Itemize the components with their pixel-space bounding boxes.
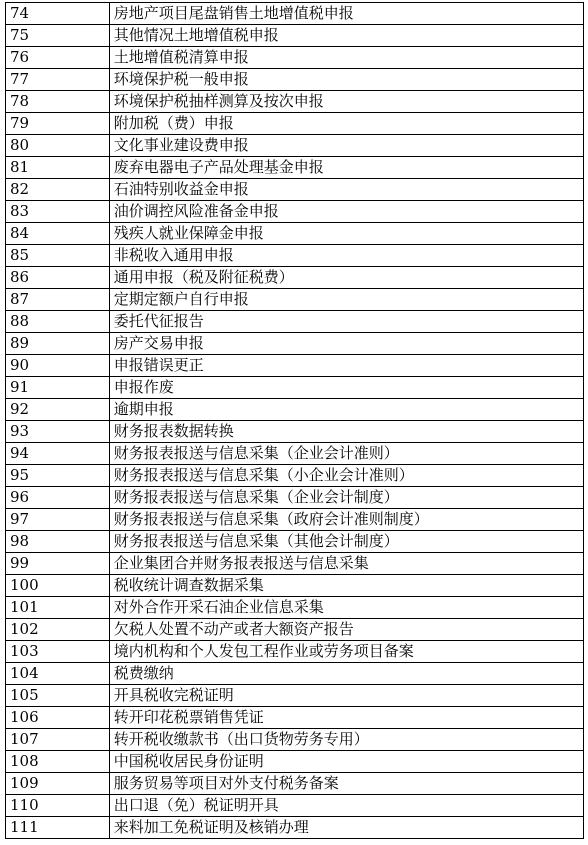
table-row: [6, 619, 584, 641]
item-name-cell: 财务报表报送与信息采集（政府会计准则制度）: [109, 509, 583, 531]
row-number-cell: 104: [6, 663, 110, 685]
table-row: [6, 113, 584, 135]
item-name-cell: 中国税收居民身份证明: [109, 751, 583, 773]
table-row: [6, 707, 584, 729]
row-number-cell: 80: [6, 135, 110, 157]
row-number-cell: 87: [6, 289, 110, 311]
item-name-cell: 申报错误更正: [109, 355, 583, 377]
table-row: [6, 289, 584, 311]
row-number-cell: 96: [6, 487, 110, 509]
row-number-cell: 93: [6, 421, 110, 443]
row-number-cell: 102: [6, 619, 110, 641]
item-name-cell: 石油特别收益金申报: [109, 179, 583, 201]
table-row: [6, 773, 584, 795]
row-number-cell: 79: [6, 113, 110, 135]
row-number-cell: 95: [6, 465, 110, 487]
row-number-cell: 76: [6, 47, 110, 69]
item-name-cell: 转开税收缴款书（出口货物劳务专用）: [109, 729, 583, 751]
row-number-cell: 86: [6, 267, 110, 289]
item-name-cell: 财务报表报送与信息采集（企业会计准则）: [109, 443, 583, 465]
item-name-cell: 境内机构和个人发包工程作业或劳务项目备案: [109, 641, 583, 663]
row-number-cell: 100: [6, 575, 110, 597]
row-number-cell: 101: [6, 597, 110, 619]
item-name-cell: 税费缴纳: [109, 663, 583, 685]
item-name-cell: 附加税（费）申报: [109, 113, 583, 135]
row-number-cell: 91: [6, 377, 110, 399]
table-row: [6, 333, 584, 355]
item-name-cell: 对外合作开采石油企业信息采集: [109, 597, 583, 619]
table-row: [6, 575, 584, 597]
table-row: [6, 817, 584, 839]
table-row: [6, 135, 584, 157]
table-row: [6, 91, 584, 113]
table-row: [6, 641, 584, 663]
item-name-cell: 油价调控风险准备金申报: [109, 201, 583, 223]
table-row: [6, 443, 584, 465]
item-name-cell: 通用申报（税及附征税费）: [109, 267, 583, 289]
table-row: [6, 399, 584, 421]
item-name-cell: 财务报表报送与信息采集（其他会计制度）: [109, 531, 583, 553]
table-row: [6, 509, 584, 531]
item-name-cell: 废弃电器电子产品处理基金申报: [109, 157, 583, 179]
table-row: [6, 267, 584, 289]
table-row: [6, 355, 584, 377]
row-number-cell: 107: [6, 729, 110, 751]
item-name-cell: 企业集团合并财务报表报送与信息采集: [109, 553, 583, 575]
row-number-cell: 99: [6, 553, 110, 575]
item-name-cell: 文化事业建设费申报: [109, 135, 583, 157]
row-number-cell: 78: [6, 91, 110, 113]
table-row: [6, 223, 584, 245]
table-row: [6, 25, 584, 47]
item-name-cell: 财务报表报送与信息采集（企业会计制度）: [109, 487, 583, 509]
item-name-cell: 财务报表报送与信息采集（小企业会计准则）: [109, 465, 583, 487]
row-number-cell: 97: [6, 509, 110, 531]
table-row: [6, 157, 584, 179]
item-name-cell: 其他情况土地增值税申报: [109, 25, 583, 47]
row-number-cell: 106: [6, 707, 110, 729]
row-number-cell: 84: [6, 223, 110, 245]
row-number-cell: 94: [6, 443, 110, 465]
table-row: [6, 751, 584, 773]
table-row: [6, 487, 584, 509]
service-items-table: [5, 2, 584, 839]
table-row: [6, 201, 584, 223]
item-name-cell: 财务报表数据转换: [109, 421, 583, 443]
item-name-cell: 开具税收完税证明: [109, 685, 583, 707]
table-row: [6, 311, 584, 333]
table-row: [6, 245, 584, 267]
row-number-cell: 90: [6, 355, 110, 377]
row-number-cell: 103: [6, 641, 110, 663]
row-number-cell: 88: [6, 311, 110, 333]
item-name-cell: 逾期申报: [109, 399, 583, 421]
row-number-cell: 108: [6, 751, 110, 773]
table-body: [6, 3, 584, 839]
row-number-cell: 110: [6, 795, 110, 817]
item-name-cell: 服务贸易等项目对外支付税务备案: [109, 773, 583, 795]
item-name-cell: 来料加工免税证明及核销办理: [109, 817, 583, 839]
item-name-cell: 委托代征报告: [109, 311, 583, 333]
row-number-cell: 82: [6, 179, 110, 201]
item-name-cell: 环境保护税一般申报: [109, 69, 583, 91]
item-name-cell: 残疾人就业保障金申报: [109, 223, 583, 245]
table-row: [6, 685, 584, 707]
row-number-cell: 89: [6, 333, 110, 355]
row-number-cell: 74: [6, 3, 110, 25]
row-number-cell: 81: [6, 157, 110, 179]
table-row: [6, 179, 584, 201]
table-row: [6, 597, 584, 619]
table-row: [6, 795, 584, 817]
row-number-cell: 83: [6, 201, 110, 223]
table-row: [6, 421, 584, 443]
item-name-cell: 土地增值税清算申报: [109, 47, 583, 69]
table-row: [6, 663, 584, 685]
table-row: [6, 465, 584, 487]
table-row: [6, 3, 584, 25]
item-name-cell: 房产交易申报: [109, 333, 583, 355]
item-name-cell: 房地产项目尾盘销售土地增值税申报: [109, 3, 583, 25]
item-name-cell: 转开印花税票销售凭证: [109, 707, 583, 729]
table-row: [6, 729, 584, 751]
item-name-cell: 非税收入通用申报: [109, 245, 583, 267]
row-number-cell: 77: [6, 69, 110, 91]
row-number-cell: 98: [6, 531, 110, 553]
item-name-cell: 环境保护税抽样测算及按次申报: [109, 91, 583, 113]
row-number-cell: 75: [6, 25, 110, 47]
table-row: [6, 553, 584, 575]
item-name-cell: 出口退（免）税证明开具: [109, 795, 583, 817]
table-row: [6, 531, 584, 553]
row-number-cell: 109: [6, 773, 110, 795]
row-number-cell: 105: [6, 685, 110, 707]
item-name-cell: 申报作废: [109, 377, 583, 399]
row-number-cell: 111: [6, 817, 110, 839]
item-name-cell: 定期定额户自行申报: [109, 289, 583, 311]
row-number-cell: 92: [6, 399, 110, 421]
table-row: [6, 47, 584, 69]
item-name-cell: 税收统计调查数据采集: [109, 575, 583, 597]
row-number-cell: 85: [6, 245, 110, 267]
table-row: [6, 377, 584, 399]
item-name-cell: 欠税人处置不动产或者大额资产报告: [109, 619, 583, 641]
table-row: [6, 69, 584, 91]
